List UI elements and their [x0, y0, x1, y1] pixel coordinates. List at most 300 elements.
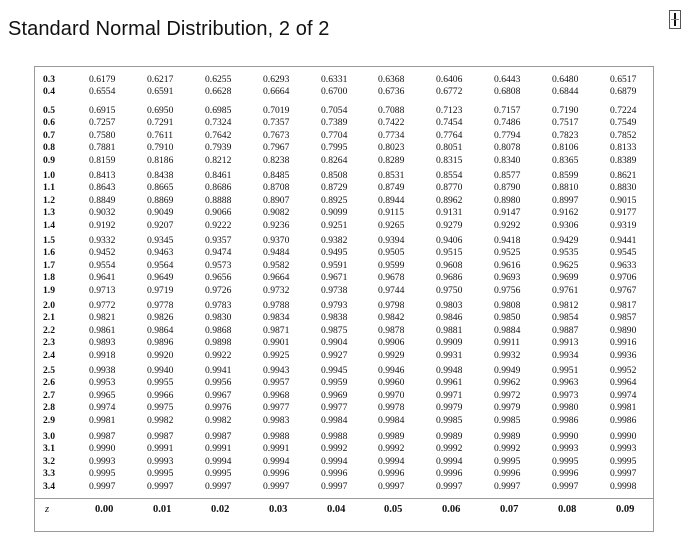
probability-cell: 0.7852 [610, 129, 637, 141]
probability-cell: 0.9964 [610, 377, 637, 389]
probability-cell: 0.9953 [89, 377, 116, 389]
probability-cell: 0.9974 [610, 389, 637, 401]
probability-cell: 0.9949 [494, 365, 521, 376]
z-value: 3.2 [43, 455, 55, 467]
z-value: 2.7 [43, 389, 55, 401]
probability-cell: 0.9177 [610, 207, 637, 219]
probability-cell: 0.6480 [552, 74, 579, 85]
table-row [35, 155, 653, 167]
probability-cell: 0.9997 [147, 480, 174, 492]
probability-cell: 0.9406 [436, 235, 463, 246]
probability-cell: 0.9985 [436, 414, 463, 426]
probability-cell: 0.9463 [147, 247, 174, 259]
probability-cell: 0.9925 [263, 349, 290, 361]
probability-cell: 0.9986 [610, 414, 637, 426]
probability-cell: 0.9981 [610, 402, 637, 414]
probability-cell: 0.9896 [147, 337, 174, 349]
z-value: 2.9 [43, 414, 55, 426]
probability-cell: 0.7580 [89, 129, 116, 141]
probability-cell: 0.9884 [494, 324, 521, 336]
probability-cell: 0.6700 [321, 86, 348, 98]
probability-cell: 0.6368 [378, 74, 405, 85]
probability-cell: 0.9474 [205, 247, 232, 259]
probability-cell: 0.9976 [205, 402, 232, 414]
probability-cell: 0.9997 [610, 468, 637, 480]
probability-cell: 0.9838 [321, 312, 348, 324]
probability-cell: 0.9984 [378, 414, 405, 426]
probability-cell: 0.9887 [552, 324, 579, 336]
probability-cell: 0.9901 [263, 337, 290, 349]
probability-cell: 0.9972 [494, 389, 521, 401]
probability-cell: 0.9812 [552, 300, 579, 311]
probability-cell: 0.9147 [494, 207, 521, 219]
table-row [35, 415, 653, 427]
probability-cell: 0.9997 [205, 480, 232, 492]
probability-cell: 0.8643 [89, 182, 116, 194]
probability-cell: 0.9798 [378, 300, 405, 311]
probability-cell: 0.6950 [147, 105, 174, 116]
probability-cell: 0.9974 [89, 402, 116, 414]
probability-cell: 0.9992 [436, 443, 463, 455]
probability-cell: 0.9881 [436, 324, 463, 336]
probability-cell: 0.7734 [378, 129, 405, 141]
table-row [35, 235, 653, 247]
scroll-handle-icon[interactable] [669, 10, 681, 29]
probability-cell: 0.9992 [378, 443, 405, 455]
probability-cell: 0.9945 [321, 365, 348, 376]
column-header: 0.03 [269, 504, 288, 515]
probability-cell: 0.9940 [147, 365, 174, 376]
table-row [35, 402, 653, 414]
probability-cell: 0.9983 [263, 414, 290, 426]
probability-cell: 0.7157 [494, 105, 521, 116]
probability-cell: 0.9995 [147, 468, 174, 480]
probability-cell: 0.9783 [205, 300, 232, 311]
probability-cell: 0.6985 [205, 105, 232, 116]
probability-cell: 0.7549 [610, 117, 637, 129]
probability-cell: 0.9778 [147, 300, 174, 311]
probability-cell: 0.9911 [494, 337, 521, 349]
z-value: 1.0 [43, 170, 55, 181]
probability-cell: 0.8830 [610, 182, 637, 194]
probability-cell: 0.9989 [436, 431, 463, 442]
probability-cell: 0.9967 [205, 389, 232, 401]
probability-cell: 0.8531 [378, 170, 405, 181]
probability-cell: 0.9706 [610, 272, 637, 284]
probability-cell: 0.9929 [378, 349, 405, 361]
probability-cell: 0.7291 [147, 117, 174, 129]
probability-cell: 0.9993 [552, 443, 579, 455]
probability-cell: 0.9991 [263, 443, 290, 455]
probability-cell: 0.9927 [321, 349, 348, 361]
probability-cell: 0.9319 [610, 219, 637, 231]
probability-cell: 0.9032 [89, 207, 116, 219]
probability-cell: 0.7054 [321, 105, 348, 116]
probability-cell: 0.8159 [89, 154, 116, 166]
probability-cell: 0.8485 [263, 170, 290, 181]
probability-cell: 0.9656 [205, 272, 232, 284]
probability-cell: 0.8790 [494, 182, 521, 194]
probability-cell: 0.8554 [436, 170, 463, 181]
probability-cell: 0.9941 [205, 365, 232, 376]
z-value: 0.5 [43, 105, 55, 116]
probability-cell: 0.9236 [263, 219, 290, 231]
probability-cell: 0.9719 [147, 284, 174, 296]
probability-cell: 0.7995 [321, 142, 348, 154]
probability-cell: 0.9761 [552, 284, 579, 296]
probability-cell: 0.6517 [610, 74, 637, 85]
table-row [35, 207, 653, 219]
probability-cell: 0.8289 [378, 154, 405, 166]
probability-cell: 0.9898 [205, 337, 232, 349]
z-value: 1.9 [43, 284, 55, 296]
table-row [35, 74, 653, 86]
probability-cell: 0.9131 [436, 207, 463, 219]
probability-cell: 0.9842 [378, 312, 405, 324]
probability-cell: 0.9332 [89, 235, 116, 246]
probability-cell: 0.9966 [147, 389, 174, 401]
probability-cell: 0.8686 [205, 182, 232, 194]
probability-cell: 0.9994 [205, 455, 232, 467]
probability-cell: 0.7486 [494, 117, 521, 129]
probability-cell: 0.7939 [205, 142, 232, 154]
probability-cell: 0.9973 [552, 389, 579, 401]
probability-cell: 0.7422 [378, 117, 405, 129]
column-header-row [35, 501, 653, 519]
probability-cell: 0.9997 [263, 480, 290, 492]
probability-cell: 0.9750 [436, 284, 463, 296]
probability-cell: 0.9162 [552, 207, 579, 219]
probability-cell: 0.9995 [494, 455, 521, 467]
probability-cell: 0.9671 [321, 272, 348, 284]
probability-cell: 0.9641 [89, 272, 116, 284]
probability-cell: 0.9871 [263, 324, 290, 336]
z-value: 0.8 [43, 142, 55, 154]
probability-cell: 0.8023 [378, 142, 405, 154]
probability-cell: 0.7019 [263, 105, 290, 116]
probability-cell: 0.9591 [321, 259, 348, 271]
probability-cell: 0.9993 [147, 455, 174, 467]
column-header: 0.04 [327, 504, 346, 515]
probability-cell: 0.9251 [321, 219, 348, 231]
probability-cell: 0.9772 [89, 300, 116, 311]
table-row [35, 390, 653, 402]
z-value: 2.0 [43, 300, 55, 311]
z-label: z [45, 504, 50, 515]
probability-cell: 0.9015 [610, 194, 637, 206]
probability-cell: 0.9099 [321, 207, 348, 219]
table-row [35, 377, 653, 389]
probability-cell: 0.9452 [89, 247, 116, 259]
probability-cell: 0.9989 [494, 431, 521, 442]
z-value: 0.7 [43, 129, 55, 141]
probability-cell: 0.9878 [378, 324, 405, 336]
table-row [35, 260, 653, 272]
probability-cell: 0.9987 [89, 431, 116, 442]
z-value: 1.4 [43, 219, 55, 231]
probability-cell: 0.9515 [436, 247, 463, 259]
probability-cell: 0.8621 [610, 170, 637, 181]
probability-cell: 0.9049 [147, 207, 174, 219]
probability-cell: 0.9988 [263, 431, 290, 442]
table-row [35, 142, 653, 154]
probability-cell: 0.9996 [378, 468, 405, 480]
probability-cell: 0.9978 [378, 402, 405, 414]
probability-cell: 0.9306 [552, 219, 579, 231]
probability-cell: 0.9956 [205, 377, 232, 389]
table-row [35, 182, 653, 194]
probability-cell: 0.7454 [436, 117, 463, 129]
probability-cell: 0.9082 [263, 207, 290, 219]
probability-cell: 0.7794 [494, 129, 521, 141]
z-value: 2.6 [43, 377, 55, 389]
probability-cell: 0.9732 [263, 284, 290, 296]
probability-cell: 0.9382 [321, 235, 348, 246]
probability-cell: 0.8869 [147, 194, 174, 206]
probability-cell: 0.9946 [378, 365, 405, 376]
probability-cell: 0.9979 [436, 402, 463, 414]
probability-cell: 0.6255 [205, 74, 232, 85]
z-value: 1.8 [43, 272, 55, 284]
probability-cell: 0.9994 [321, 455, 348, 467]
probability-cell: 0.8962 [436, 194, 463, 206]
probability-cell: 0.9989 [378, 431, 405, 442]
probability-cell: 0.8849 [89, 194, 116, 206]
column-header: 0.09 [616, 504, 635, 515]
probability-cell: 0.9997 [436, 480, 463, 492]
probability-cell: 0.9846 [436, 312, 463, 324]
probability-cell: 0.9726 [205, 284, 232, 296]
probability-cell: 0.9875 [321, 324, 348, 336]
probability-cell: 0.9664 [263, 272, 290, 284]
probability-cell: 0.9934 [552, 349, 579, 361]
probability-cell: 0.9975 [147, 402, 174, 414]
probability-cell: 0.9948 [436, 365, 463, 376]
z-value: 2.5 [43, 365, 55, 376]
probability-cell: 0.8944 [378, 194, 405, 206]
probability-cell: 0.9996 [263, 468, 290, 480]
probability-cell: 0.9982 [147, 414, 174, 426]
probability-cell: 0.7324 [205, 117, 232, 129]
z-value: 1.6 [43, 247, 55, 259]
probability-cell: 0.9292 [494, 219, 521, 231]
probability-cell: 0.7190 [552, 105, 579, 116]
probability-cell: 0.9993 [89, 455, 116, 467]
probability-cell: 0.9207 [147, 219, 174, 231]
probability-cell: 0.9767 [610, 284, 637, 296]
probability-cell: 0.9997 [494, 480, 521, 492]
probability-cell: 0.6591 [147, 86, 174, 98]
z-value: 1.3 [43, 207, 55, 219]
probability-cell: 0.9931 [436, 349, 463, 361]
probability-cell: 0.9418 [494, 235, 521, 246]
probability-cell: 0.6406 [436, 74, 463, 85]
probability-cell: 0.9977 [263, 402, 290, 414]
probability-cell: 0.9738 [321, 284, 348, 296]
z-value: 2.8 [43, 402, 55, 414]
probability-cell: 0.6331 [321, 74, 348, 85]
probability-cell: 0.6844 [552, 86, 579, 98]
z-value: 1.5 [43, 235, 55, 246]
probability-cell: 0.9943 [263, 365, 290, 376]
probability-cell: 0.9616 [494, 259, 521, 271]
table-row [35, 130, 653, 142]
probability-cell: 0.8508 [321, 170, 348, 181]
probability-cell: 0.9625 [552, 259, 579, 271]
probability-cell: 0.9980 [552, 402, 579, 414]
probability-cell: 0.7517 [552, 117, 579, 129]
probability-cell: 0.7642 [205, 129, 232, 141]
table-row [35, 195, 653, 207]
probability-cell: 0.8133 [610, 142, 637, 154]
probability-cell: 0.9906 [378, 337, 405, 349]
table-row [35, 365, 653, 377]
probability-cell: 0.7088 [378, 105, 405, 116]
probability-cell: 0.9686 [436, 272, 463, 284]
probability-cell: 0.9525 [494, 247, 521, 259]
probability-cell: 0.9370 [263, 235, 290, 246]
probability-cell: 0.7673 [263, 129, 290, 141]
probability-cell: 0.9991 [205, 443, 232, 455]
probability-cell: 0.8389 [610, 154, 637, 166]
table-row [35, 350, 653, 362]
probability-cell: 0.9066 [205, 207, 232, 219]
probability-cell: 0.9993 [610, 443, 637, 455]
table-row [35, 443, 653, 455]
table-row [35, 117, 653, 129]
probability-cell: 0.8665 [147, 182, 174, 194]
table-row [35, 247, 653, 259]
z-value: 3.0 [43, 431, 55, 442]
probability-cell: 0.7224 [610, 105, 637, 116]
probability-cell: 0.9699 [552, 272, 579, 284]
probability-cell: 0.8315 [436, 154, 463, 166]
probability-cell: 0.8810 [552, 182, 579, 194]
probability-cell: 0.6554 [89, 86, 116, 98]
z-value: 1.1 [43, 182, 55, 194]
probability-cell: 0.9394 [378, 235, 405, 246]
probability-cell: 0.6217 [147, 74, 174, 85]
probability-cell: 0.9969 [321, 389, 348, 401]
probability-cell: 0.9996 [494, 468, 521, 480]
probability-cell: 0.8413 [89, 170, 116, 181]
probability-cell: 0.8888 [205, 194, 232, 206]
table-row [35, 456, 653, 468]
z-value: 2.4 [43, 349, 55, 361]
probability-cell: 0.9808 [494, 300, 521, 311]
probability-cell: 0.9573 [205, 259, 232, 271]
probability-cell: 0.8907 [263, 194, 290, 206]
z-value: 0.9 [43, 154, 55, 166]
column-header: 0.00 [95, 504, 114, 515]
probability-cell: 0.9995 [205, 468, 232, 480]
probability-cell: 0.9918 [89, 349, 116, 361]
probability-cell: 0.9990 [552, 431, 579, 442]
probability-cell: 0.8078 [494, 142, 521, 154]
probability-cell: 0.6664 [263, 86, 290, 98]
probability-cell: 0.6915 [89, 105, 116, 116]
probability-cell: 0.7764 [436, 129, 463, 141]
probability-cell: 0.9962 [494, 377, 521, 389]
probability-cell: 0.9857 [610, 312, 637, 324]
probability-cell: 0.9744 [378, 284, 405, 296]
probability-cell: 0.9861 [89, 324, 116, 336]
column-header: 0.05 [384, 504, 403, 515]
z-value: 1.7 [43, 259, 55, 271]
probability-cell: 0.7257 [89, 117, 116, 129]
probability-cell: 0.7881 [89, 142, 116, 154]
probability-cell: 0.9970 [378, 389, 405, 401]
probability-cell: 0.9990 [610, 431, 637, 442]
z-value: 1.2 [43, 194, 55, 206]
probability-cell: 0.9936 [610, 349, 637, 361]
probability-cell: 0.9834 [263, 312, 290, 324]
column-header: 0.06 [442, 504, 461, 515]
probability-cell: 0.9803 [436, 300, 463, 311]
probability-cell: 0.9554 [89, 259, 116, 271]
probability-cell: 0.9977 [321, 402, 348, 414]
probability-cell: 0.9997 [321, 480, 348, 492]
probability-cell: 0.9960 [378, 377, 405, 389]
z-value: 2.1 [43, 312, 55, 324]
probability-cell: 0.8106 [552, 142, 579, 154]
probability-cell: 0.7967 [263, 142, 290, 154]
probability-cell: 0.8770 [436, 182, 463, 194]
probability-cell: 0.9826 [147, 312, 174, 324]
table-row [35, 105, 653, 117]
probability-cell: 0.9649 [147, 272, 174, 284]
probability-cell: 0.6879 [610, 86, 637, 98]
probability-cell: 0.9821 [89, 312, 116, 324]
z-value: 3.4 [43, 480, 55, 492]
probability-cell: 0.9357 [205, 235, 232, 246]
probability-cell: 0.9994 [378, 455, 405, 467]
probability-cell: 0.9991 [147, 443, 174, 455]
probability-cell: 0.7704 [321, 129, 348, 141]
column-header: 0.08 [558, 504, 577, 515]
z-value: 2.2 [43, 324, 55, 336]
probability-cell: 0.6736 [378, 86, 405, 98]
probability-cell: 0.9987 [147, 431, 174, 442]
probability-cell: 0.9693 [494, 272, 521, 284]
probability-cell: 0.8729 [321, 182, 348, 194]
probability-cell: 0.9429 [552, 235, 579, 246]
probability-cell: 0.8599 [552, 170, 579, 181]
probability-cell: 0.6628 [205, 86, 232, 98]
probability-cell: 0.8461 [205, 170, 232, 181]
probability-cell: 0.9992 [321, 443, 348, 455]
column-header: 0.02 [211, 504, 230, 515]
probability-cell: 0.9441 [610, 235, 637, 246]
footer-divider [35, 498, 653, 499]
probability-cell: 0.9997 [552, 480, 579, 492]
probability-cell: 0.9922 [205, 349, 232, 361]
probability-cell: 0.9997 [378, 480, 405, 492]
table-row [35, 468, 653, 480]
probability-cell: 0.9979 [494, 402, 521, 414]
normal-distribution-table [34, 66, 654, 532]
probability-cell: 0.9582 [263, 259, 290, 271]
probability-cell: 0.8212 [205, 154, 232, 166]
table-row [35, 272, 653, 284]
probability-cell: 0.9868 [205, 324, 232, 336]
probability-cell: 0.9608 [436, 259, 463, 271]
z-value: 3.3 [43, 468, 55, 480]
table-row [35, 170, 653, 182]
probability-cell: 0.9904 [321, 337, 348, 349]
probability-cell: 0.7611 [147, 129, 174, 141]
probability-cell: 0.9830 [205, 312, 232, 324]
